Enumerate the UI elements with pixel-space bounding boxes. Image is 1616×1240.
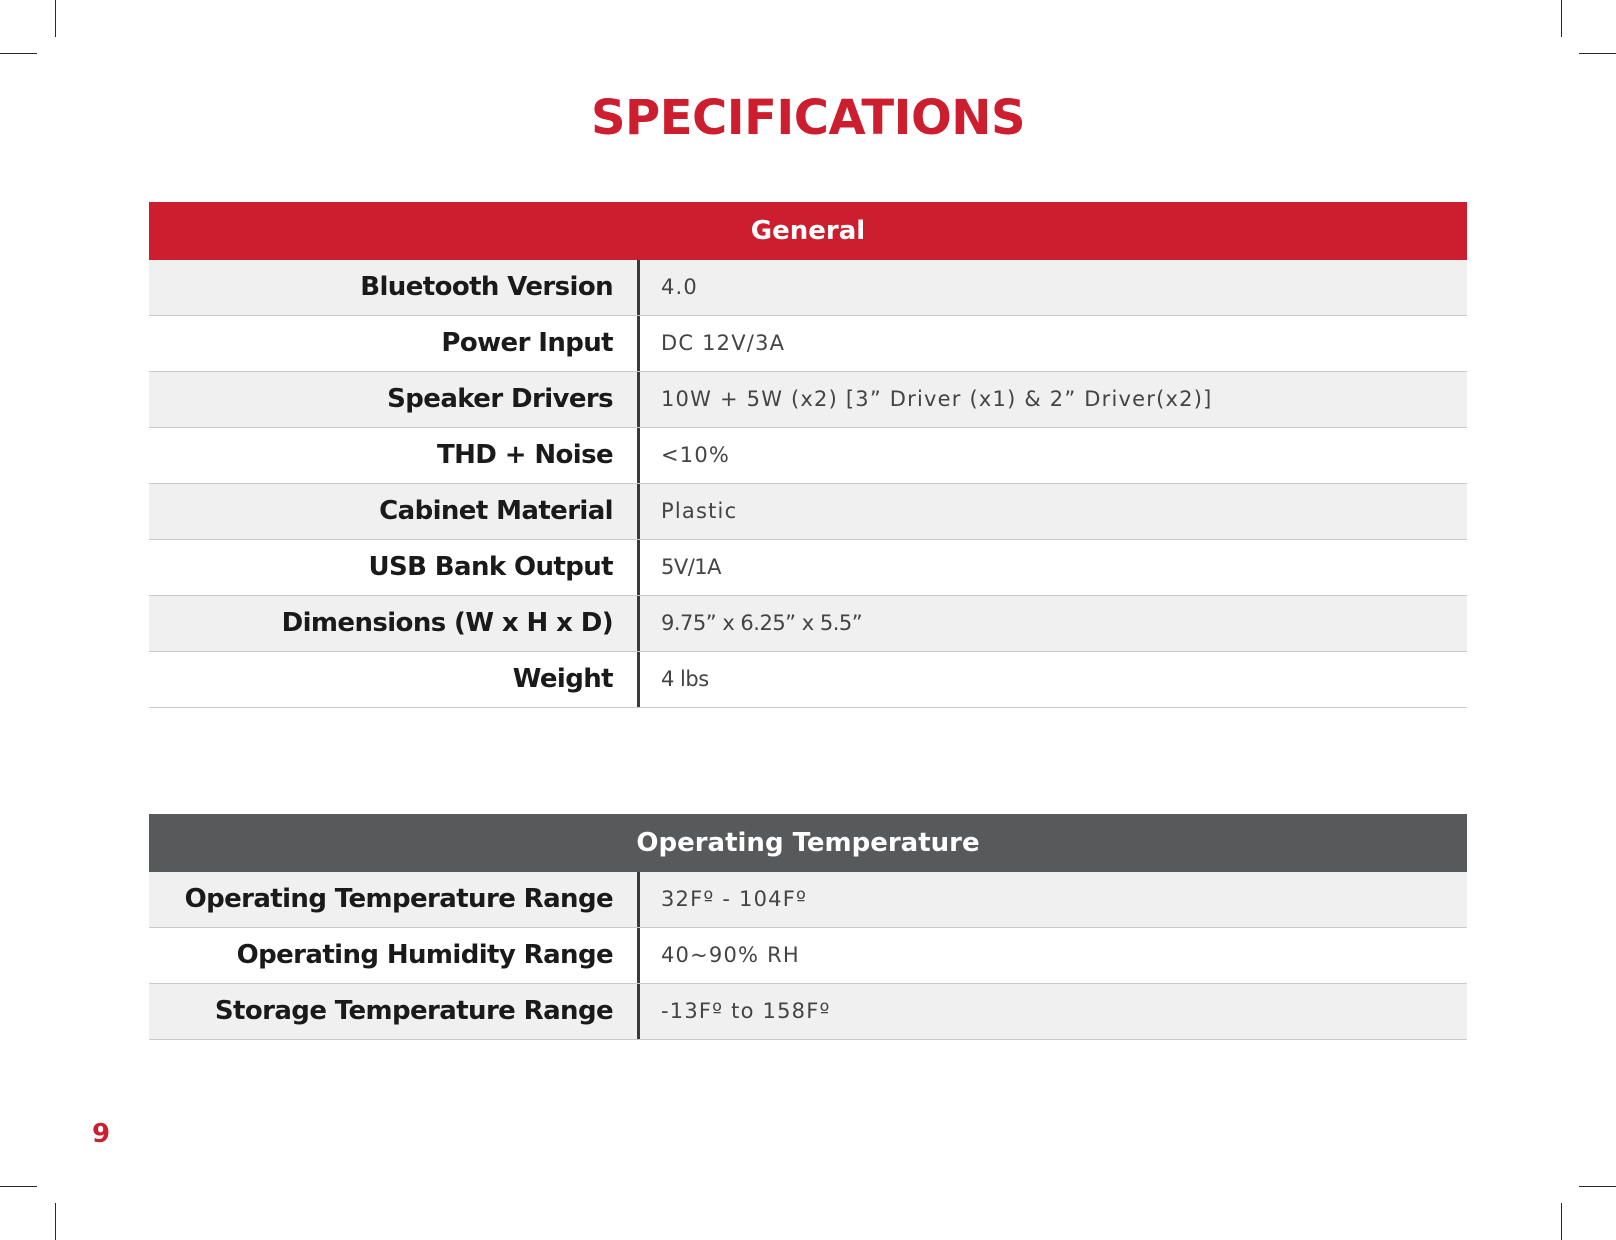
table-row [149,372,1467,428]
crop-mark-bottom-left-vertical [55,1203,56,1240]
table-row [149,260,1467,316]
table-row [149,596,1467,652]
spec-value: 9.75” x 6.25” x 5.5” [661,611,863,635]
crop-mark-bottom-left-horizontal [0,1186,37,1187]
spec-label: USB Bank Output [368,552,613,582]
table-row [149,428,1467,484]
spec-label: Speaker Drivers [387,384,613,414]
crop-mark-top-left-vertical [55,0,56,37]
spec-label: Cabinet Material [379,496,613,526]
crop-mark-top-left-horizontal [0,53,37,54]
operating-spec-table [149,814,1467,1040]
crop-mark-bottom-right-vertical [1561,1203,1562,1240]
table-row [149,484,1467,540]
crop-mark-bottom-right-horizontal [1579,1186,1616,1187]
page-title: SPECIFICATIONS [590,90,1026,146]
spec-value: 4.0 [661,275,698,299]
spec-label: THD + Noise [436,440,613,470]
table-row [149,540,1467,596]
spec-label: Power Input [441,328,613,358]
table-row [149,984,1467,1040]
crop-mark-top-right-horizontal [1579,53,1616,54]
operating-table-header: Operating Temperature [149,814,1467,872]
crop-mark-top-right-vertical [1561,0,1562,37]
spec-value: Plastic [661,499,738,523]
spec-value: DC 12V/3A [661,331,786,355]
table-row [149,316,1467,372]
spec-value: 40~90% RH [661,943,800,967]
spec-value: -13Fº to 158Fº [661,999,831,1023]
spec-value: <10% [661,443,731,467]
spec-value: 5V/1A [661,555,722,579]
table-row [149,872,1467,928]
general-spec-table [149,202,1467,708]
spec-value: 10W + 5W (x2) [3” Driver (x1) & 2” Driver(x2)] [661,387,1213,411]
table-row [149,652,1467,708]
spec-value: 4 lbs [661,667,709,691]
spec-label: Bluetooth Version [360,272,613,302]
spec-label: Storage Temperature Range [214,996,613,1026]
spec-label: Operating Temperature Range [184,884,613,914]
spec-label: Operating Humidity Range [236,940,613,970]
spec-label: Weight [512,664,613,694]
general-table-header: General [149,202,1467,260]
table-row [149,928,1467,984]
spec-label: Dimensions (W x H x D) [281,608,613,638]
page-number: 9 [92,1119,111,1149]
spec-value: 32Fº - 104Fº [661,887,808,911]
